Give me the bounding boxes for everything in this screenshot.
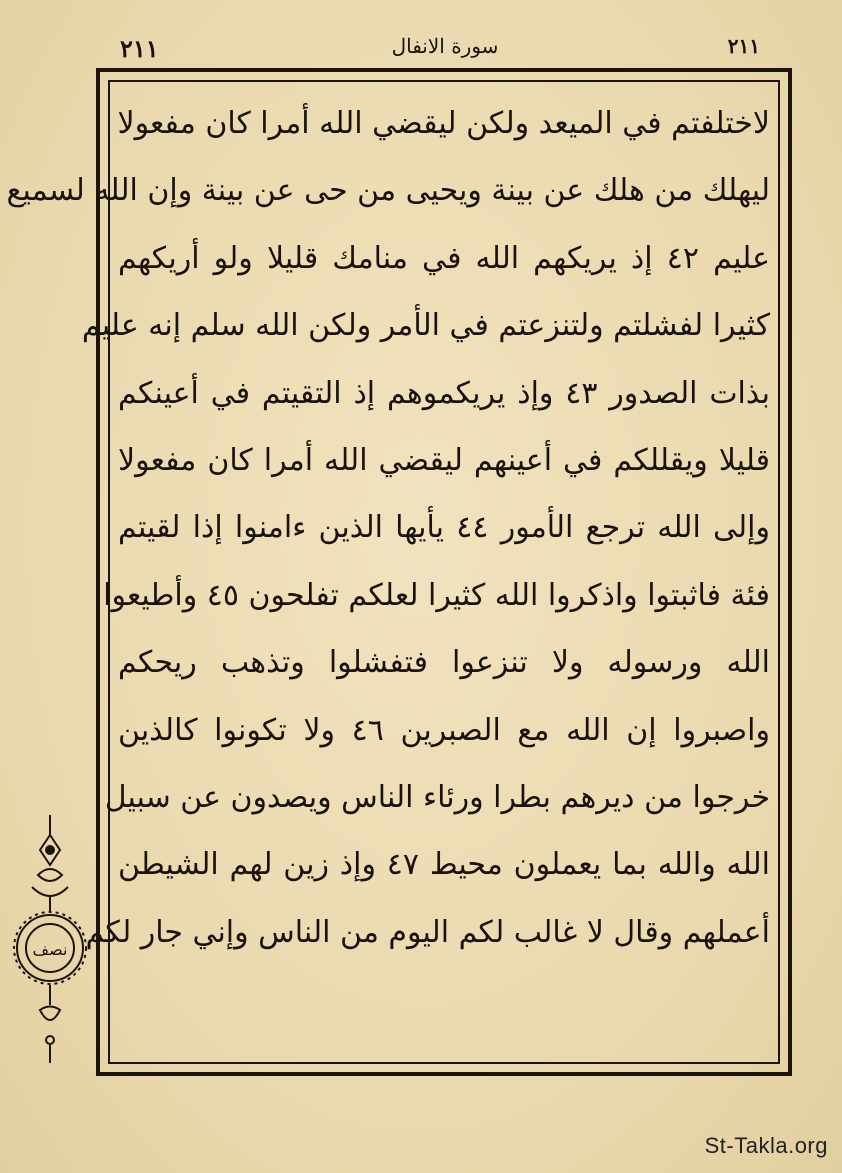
text-line: الله والله بما يعملون محيط ٤٧ وإذ زين لهم الشيطن [118, 847, 771, 883]
page-number-right: ٢١١ [727, 34, 760, 58]
surah-title: سورة الانفال [391, 34, 499, 58]
text-line: ليهلك من هلك عن بينة ويحيى من حى عن بينة وإن الله لسميع [6, 173, 770, 209]
watermark: St-Takla.org [704, 1133, 828, 1158]
text-line: الله ورسوله ولا تنزعوا فتفشلوا وتذهب ريحكم [118, 645, 770, 681]
text-line: وإلى الله ترجع الأمور ٤٤ يأيها الذين ءامنوا إذا لقيتم [118, 510, 770, 546]
page-number-left: ٢١١ [120, 34, 159, 63]
text-line: عليم ٤٢ إذ يريكهم الله في منامك قليلا ولو أريكهم [118, 240, 771, 276]
text-line: قليلا ويقللكم في أعينهم ليقضي الله أمرا كان مفعولا [118, 442, 770, 478]
text-line: واصبروا إن الله مع الصبرين ٤٦ ولا تكونوا كالذين [118, 712, 770, 748]
hizb-marker-ornament [10, 815, 90, 1065]
text-line: بذات الصدور ٤٣ وإذ يريكموهم إذ التقيتم في أعينكم [118, 375, 770, 411]
text-line: فئة فاثبتوا واذكروا الله كثيرا لعلكم تفلحون ٤٥ وأطيعوا [103, 577, 770, 613]
text-line: أعملهم وقال لا غالب لكم اليوم من الناس وإني جار لكم [85, 914, 770, 950]
text-line: خرجوا من ديرهم بطرا ورئاء الناس ويصدون عن سبيل [104, 779, 770, 815]
page-header [100, 30, 790, 70]
text-line: لاختلفتم في الميعد ولكن ليقضي الله أمرا كان مفعولا [117, 106, 770, 141]
hizb-marker-label: نصف [32, 940, 68, 959]
text-line: كثيرا لفشلتم ولتنزعتم في الأمر ولكن الله سلم إنه عليم [81, 308, 770, 344]
